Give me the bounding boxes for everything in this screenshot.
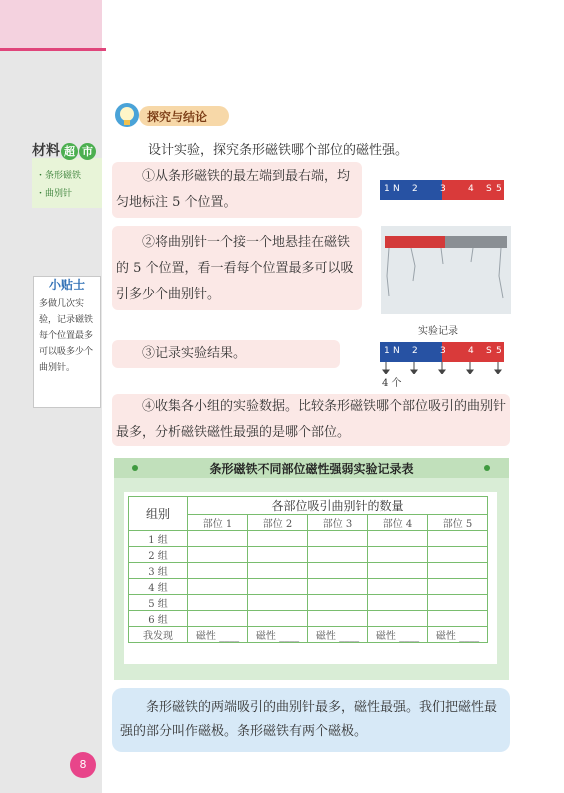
record-caption: 实验记录 — [418, 326, 458, 337]
table-cell — [368, 595, 428, 611]
materials-title-circle: 市 — [79, 143, 96, 160]
table-cell — [428, 595, 488, 611]
table-row — [129, 563, 488, 579]
conclusion-text: 条形磁铁的两端吸引的曲别针最多，磁性最强。我们把磁性最强的部分叫作磁极。条形磁铁有两个磁极。 — [120, 700, 498, 739]
table-cell — [308, 579, 368, 595]
finding-cell: 磁性 ____ — [368, 627, 428, 643]
materials-title — [32, 140, 96, 160]
finding-cell: 磁性 ____ — [308, 627, 368, 643]
table-cell — [428, 579, 488, 595]
header-band — [0, 0, 102, 48]
table-row — [129, 579, 488, 595]
table-row — [129, 595, 488, 611]
step-2-text: ②将曲别针一个接一个地悬挂在磁铁的 5 个位置，看一看每个位置最多可以吸引多少个曲别针。 — [116, 235, 354, 302]
table-cell — [248, 563, 308, 579]
magnet-image-1 — [380, 180, 504, 200]
table-cell — [428, 563, 488, 579]
tip-text: 多做几次实验，记录磁铁每个位置最多可以吸多少个曲别针。 — [39, 299, 94, 373]
magnet-label: N — [393, 184, 400, 194]
magnet-label: 3 — [440, 346, 446, 356]
table-cell — [188, 531, 248, 547]
group-label: 4 组 — [129, 579, 188, 595]
lightbulb-icon — [113, 102, 141, 130]
table-row — [129, 547, 488, 563]
header-accent-line — [0, 48, 106, 51]
table-cell — [368, 547, 428, 563]
table-cell — [188, 563, 248, 579]
table-cell — [188, 595, 248, 611]
table-cell — [308, 531, 368, 547]
section-label: 探究与结论 — [147, 110, 208, 124]
arrow-markers-icon — [380, 362, 504, 374]
count-note: 4 个 — [382, 378, 402, 389]
table-cell — [428, 611, 488, 627]
position-header: 部位 4 — [368, 515, 428, 531]
magnet-label: 4 — [468, 346, 474, 356]
table-cell — [248, 547, 308, 563]
table-cell — [188, 579, 248, 595]
magnet-label: 4 — [468, 184, 474, 194]
finding-cell: 磁性 ____ — [188, 627, 248, 643]
position-header: 部位 2 — [248, 515, 308, 531]
paperclip-photo — [381, 226, 511, 314]
magnet-label: 5 — [496, 184, 502, 194]
table-cell — [368, 611, 428, 627]
table-cell — [368, 531, 428, 547]
tip-title: 小贴士 — [48, 278, 85, 292]
table-cell — [308, 595, 368, 611]
magnet-label: 1 — [384, 184, 390, 194]
finding-label: 我发现 — [129, 627, 188, 643]
step-1-text: ①从条形磁铁的最左端到最右端，均匀地标注 5 个位置。 — [116, 169, 351, 210]
magnet-image-2 — [380, 342, 504, 362]
table-cell — [248, 531, 308, 547]
magnet-label: 2 — [412, 184, 418, 194]
table-cell — [308, 563, 368, 579]
intro-text: 设计实验，探究条形磁铁哪个部位的磁性强。 — [148, 143, 409, 158]
position-header: 部位 3 — [308, 515, 368, 531]
group-label: 1 组 — [129, 531, 188, 547]
materials-item: ・条形磁铁 — [36, 171, 82, 181]
table-cell — [368, 579, 428, 595]
group-label: 6 组 — [129, 611, 188, 627]
record-table — [128, 496, 488, 643]
materials-item: ・曲别针 — [36, 189, 73, 199]
table-cell — [248, 611, 308, 627]
table-cell — [308, 611, 368, 627]
positions-header: 各部位吸引曲别针的数量 — [188, 497, 488, 515]
magnet-label: 3 — [440, 184, 446, 194]
table-row — [129, 611, 488, 627]
record-table-title: 条形磁铁不同部位磁性强弱实验记录表 — [209, 462, 414, 476]
group-label: 2 组 — [129, 547, 188, 563]
group-label: 5 组 — [129, 595, 188, 611]
group-label: 3 组 — [129, 563, 188, 579]
materials-title-text: 材料 — [32, 143, 60, 159]
step-4-text: ④收集各小组的实验数据。比较条形磁铁哪个部位吸引的曲别针最多，分析磁铁磁性最强的是哪个部位。 — [116, 399, 507, 440]
table-cell — [248, 579, 308, 595]
table-cell — [188, 611, 248, 627]
table-cell — [248, 595, 308, 611]
magnet-label: N — [393, 346, 400, 356]
table-cell — [308, 547, 368, 563]
magnet-label: 5 — [496, 346, 502, 356]
group-header: 组别 — [129, 497, 188, 531]
magnet-label: S — [486, 184, 492, 194]
step-3-text: ③记录实验结果。 — [142, 346, 247, 361]
magnet-label: 1 — [384, 346, 390, 356]
table-cell — [428, 547, 488, 563]
magnet-label: 2 — [412, 346, 418, 356]
table-cell — [368, 563, 428, 579]
materials-title-circle: 超 — [61, 143, 78, 160]
page-number: 8 — [70, 752, 96, 778]
finding-row — [129, 627, 488, 643]
materials-box — [32, 158, 102, 208]
position-header: 部位 5 — [428, 515, 488, 531]
table-cell — [188, 547, 248, 563]
table-cell — [428, 531, 488, 547]
table-row — [129, 531, 488, 547]
position-header: 部位 1 — [188, 515, 248, 531]
finding-cell: 磁性 ____ — [248, 627, 308, 643]
finding-cell: 磁性 ____ — [428, 627, 488, 643]
magnet-label: S — [486, 346, 492, 356]
